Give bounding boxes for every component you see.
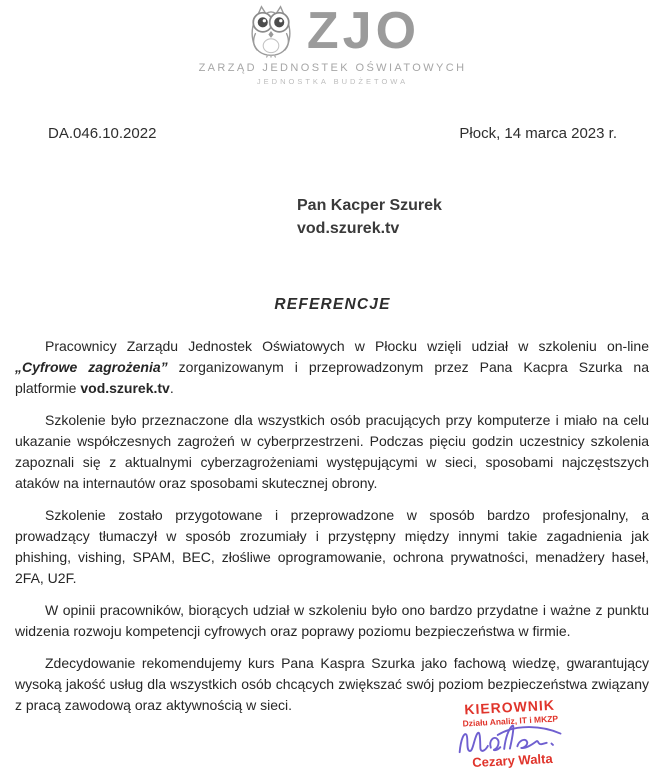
- org-subtitle: JEDNOSTKA BUDŻETOWA: [256, 77, 409, 86]
- stamp-department: Działu Analiz, IT i MKZP: [462, 713, 559, 729]
- header-row: [48, 125, 617, 142]
- reference-number: DA.046.10.2022: [48, 125, 157, 142]
- paragraph-1-text2: zorganizowanym i przeprowadzonym przez Pana Kacpra Szurka na platformie: [15, 359, 649, 396]
- recipient-name: Pan Kacper Szurek: [297, 197, 442, 214]
- stamp-role: KIEROWNIK: [463, 696, 556, 718]
- letter-body: [15, 336, 649, 716]
- zjo-acronym: ZJO: [306, 2, 421, 60]
- recipient-platform: vod.szurek.tv: [297, 220, 400, 237]
- stamp-name: Cezary Walta: [471, 750, 553, 771]
- paragraph-1-end: .: [169, 380, 174, 396]
- paragraph-1-text: Pracownicy Zarządu Jednostek Oświatowych w Płocku wzięli udział w szkoleniu on-line: [45, 338, 649, 354]
- paragraph-2: Szkolenie było przeznaczone dla wszystkich osób pracujących przy komputerze i miało na celu ukazanie współczesnych zagrożeń w cyberprzestrzeni. Podczas pięciu godzin uczestnicy szkolenia zapoznali się z aktualnymi cyberzagrożeniami występującymi w sieci, sposobami najczęstszych ataków na internautów oraz sposobami skutecznej obrony.: [15, 412, 649, 491]
- place-date: Płock, 14 marca 2023 r.: [459, 125, 617, 142]
- paragraph-3: Szkolenie zostało przygotowane i przeprowadzone w sposób bardzo profesjonalny, a prowadzący tłumaczył w sposób zrozumiały i przystępny między innymi takie zagadnienia jak phishing, vishing, SPAM, BEC, złośliwe oprogramowanie, ochrona prywatności, menadżery haseł, 2FA, U2F.: [15, 507, 649, 586]
- course-title: „Cyfrowe zagrożenia”: [15, 359, 168, 375]
- owl-icon: [245, 4, 297, 58]
- recipient-block: [297, 194, 665, 240]
- logo-row: [0, 3, 665, 59]
- paragraph-5: Zdecydowanie rekomendujemy kurs Pana Kaspra Szurka jako fachową wiedzę, gwarantujący wysoką jakość usług dla wszystkich osób chcących zwiększać swój poziom bezpieczeństwa związany z pracą zawodową oraz aktywnością w sieci.: [15, 655, 649, 713]
- stamp: [441, 695, 580, 771]
- paragraph-4: W opinii pracowników, biorących udział w szkoleniu było ono bardzo przydatne i ważne z punktu widzenia rozwoju kompetencji cyfrowych oraz poprawy poziomu bezpieczeństwa w firmie.: [15, 602, 649, 639]
- platform-name: vod.szurek.tv: [80, 380, 170, 396]
- letter-title: REFERENCJE: [274, 296, 391, 313]
- paragraph-1: [15, 336, 649, 399]
- org-name: ZARZĄD JEDNOSTEK OŚWIATOWYCH: [198, 62, 467, 74]
- zjo-logo: [0, 0, 665, 86]
